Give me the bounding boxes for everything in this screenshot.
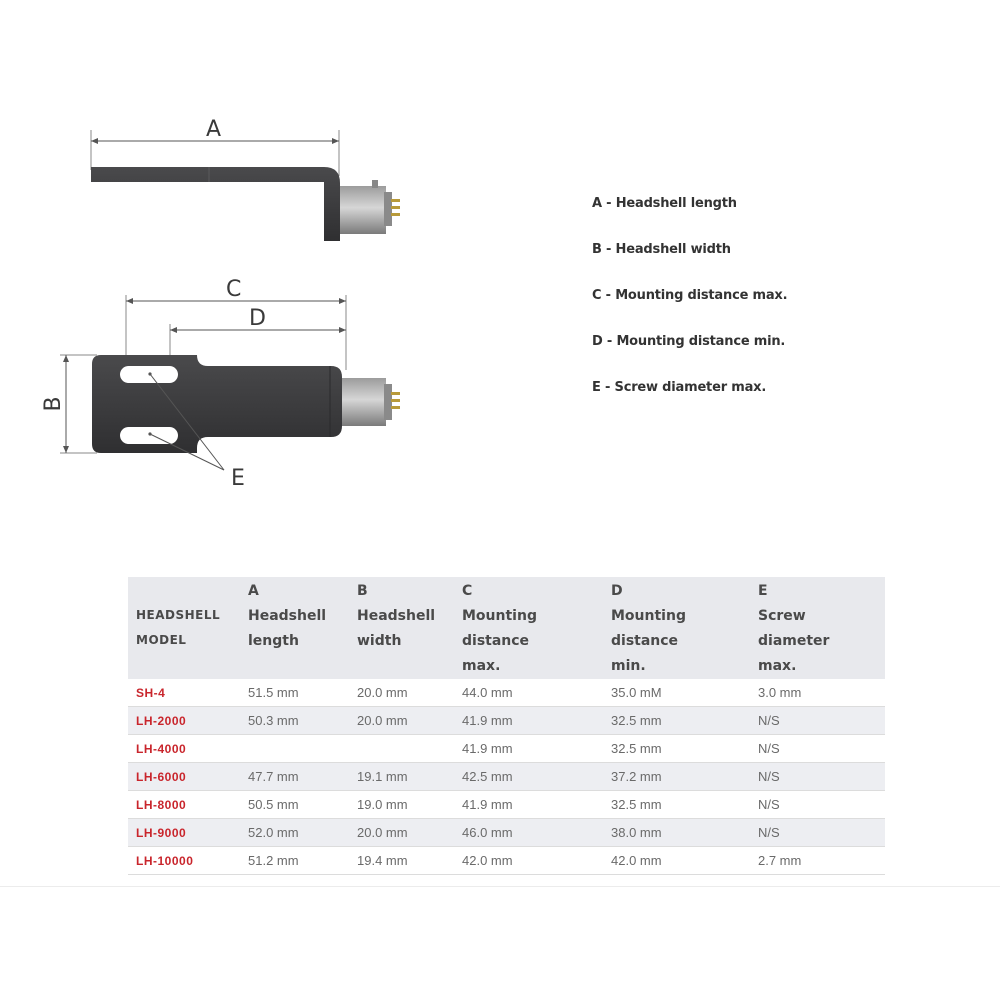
cell-d: 32.5 mm: [603, 735, 750, 763]
cell-a: 51.5 mm: [240, 679, 349, 707]
cell-e: N/S: [750, 735, 885, 763]
label-e: E: [231, 466, 245, 491]
cell-e: N/S: [750, 707, 885, 735]
header-a: A Headshell length: [240, 577, 349, 679]
legend-item-a: A - Headshell length: [592, 196, 737, 211]
table-row: [128, 707, 885, 735]
cell-model: LH-8000: [128, 791, 240, 819]
header-e: E Screw diameter max.: [750, 577, 885, 679]
cell-c: 42.0 mm: [454, 847, 603, 875]
cell-a: 52.0 mm: [240, 819, 349, 847]
cell-b: [349, 735, 454, 763]
cell-c: 41.9 mm: [454, 791, 603, 819]
legend-item-c: C - Mounting distance max.: [592, 288, 788, 303]
cell-d: 38.0 mm: [603, 819, 750, 847]
cell-d: 37.2 mm: [603, 763, 750, 791]
label-d: D: [249, 306, 266, 331]
table-row: [128, 847, 885, 875]
cell-c: 44.0 mm: [454, 679, 603, 707]
header-model: HEADSHELL MODEL: [128, 577, 240, 679]
cell-c: 46.0 mm: [454, 819, 603, 847]
legend-item-d: D - Mounting distance min.: [592, 334, 786, 349]
top-view: [41, 277, 400, 491]
table-row: [128, 819, 885, 847]
legend-item-e: E - Screw diameter max.: [592, 380, 767, 395]
cell-a: 51.2 mm: [240, 847, 349, 875]
page-divider: [0, 886, 1000, 887]
cell-e: N/S: [750, 819, 885, 847]
cell-e: 3.0 mm: [750, 679, 885, 707]
headshell-diagram: [0, 0, 560, 520]
cell-d: 32.5 mm: [603, 791, 750, 819]
header-c: C Mounting distance max.: [454, 577, 603, 679]
cell-model: LH-9000: [128, 819, 240, 847]
legend-item-b: B - Headshell width: [592, 242, 731, 257]
cell-c: 41.9 mm: [454, 735, 603, 763]
label-a: A: [206, 117, 222, 142]
label-c: C: [226, 277, 242, 302]
header-d: D Mounting distance min.: [603, 577, 750, 679]
cell-c: 42.5 mm: [454, 763, 603, 791]
cell-e: 2.7 mm: [750, 847, 885, 875]
header-b: B Headshell width: [349, 577, 454, 679]
table-row: [128, 791, 885, 819]
cell-d: 32.5 mm: [603, 707, 750, 735]
side-view: [91, 117, 400, 241]
cell-model: LH-10000: [128, 847, 240, 875]
cell-b: 19.4 mm: [349, 847, 454, 875]
cell-b: 20.0 mm: [349, 819, 454, 847]
cell-model: LH-2000: [128, 707, 240, 735]
cell-a: 50.3 mm: [240, 707, 349, 735]
table-row: [128, 735, 885, 763]
dimension-b: [41, 355, 97, 453]
table-header-row: [128, 577, 885, 679]
cell-c: 41.9 mm: [454, 707, 603, 735]
cell-d: 42.0 mm: [603, 847, 750, 875]
cell-e: N/S: [750, 791, 885, 819]
cell-b: 19.0 mm: [349, 791, 454, 819]
cell-model: SH-4: [128, 679, 240, 707]
headshell-spec-table: [128, 577, 885, 875]
label-b: B: [41, 396, 66, 412]
cell-e: N/S: [750, 763, 885, 791]
cell-a: 47.7 mm: [240, 763, 349, 791]
dimension-d: [170, 306, 346, 360]
table-row: [128, 763, 885, 791]
dimension-legend: [592, 196, 787, 426]
cell-a: 50.5 mm: [240, 791, 349, 819]
cell-b: 20.0 mm: [349, 707, 454, 735]
table-row: [128, 679, 885, 707]
cell-d: 35.0 mM: [603, 679, 750, 707]
cell-model: LH-6000: [128, 763, 240, 791]
cell-a: [240, 735, 349, 763]
cell-model: LH-4000: [128, 735, 240, 763]
cell-b: 20.0 mm: [349, 679, 454, 707]
cell-b: 19.1 mm: [349, 763, 454, 791]
